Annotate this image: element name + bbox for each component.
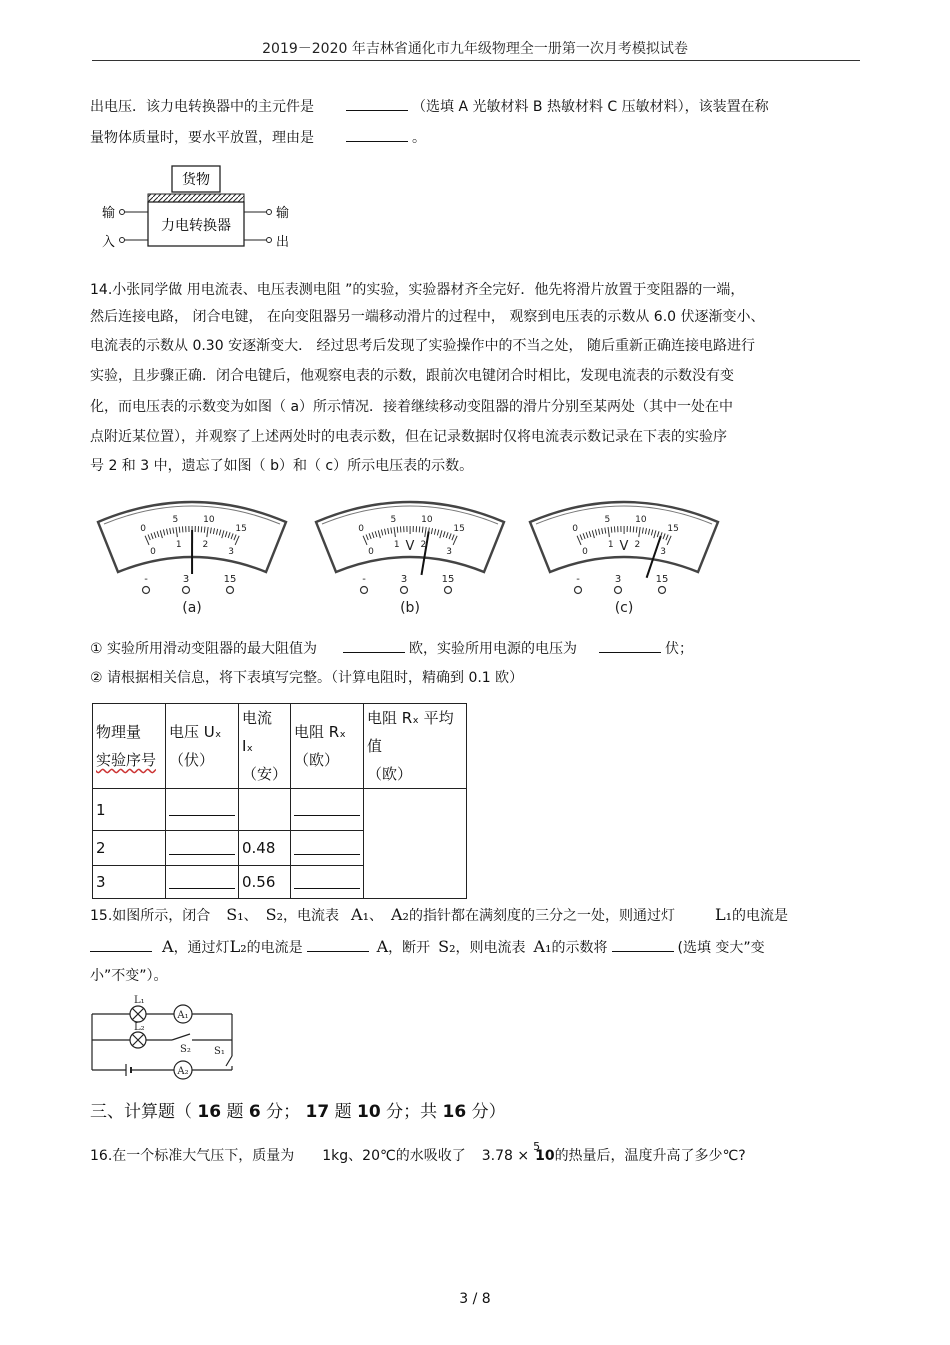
- cargo-label: 货物: [182, 172, 210, 188]
- voltage-cell[interactable]: [166, 831, 239, 866]
- resistance-cell[interactable]: [291, 831, 364, 866]
- section-text: 分）: [471, 1102, 506, 1122]
- scale-tick: [235, 536, 239, 545]
- top-tick-label: 0: [358, 524, 364, 535]
- terminal: [401, 587, 408, 594]
- q14-line: 电流表的示数从 0.30 安逐渐变大． 经过思考后发现了实验操作中的不当之处， 随后重新正确连接电路进行: [90, 338, 755, 354]
- q14-line: 14.小张同学做 用电流表、电压表测电阻 ”的实验，实验器材齐全完好．他先将滑片放置于变阻器的一端，: [90, 282, 745, 298]
- terminal: [120, 238, 125, 243]
- q13-line-2: [90, 127, 426, 148]
- meter-face-inner: [536, 506, 712, 524]
- scale-tick: [639, 527, 640, 537]
- scale-tick: [453, 536, 457, 545]
- scale-tick: [440, 530, 442, 538]
- top-tick-label: 5: [390, 515, 397, 526]
- section-text: 题: [226, 1102, 244, 1122]
- scale-tick: [179, 527, 180, 533]
- terminal: [143, 587, 150, 594]
- header-cell: [364, 704, 467, 789]
- scale-tick: [434, 529, 435, 535]
- circuit-label: L₁: [134, 995, 145, 1006]
- page-header: 2019－2020 年吉林省通化市九年级物理全一册第一次月考模拟试卷: [262, 41, 688, 57]
- q15-text: 的电流是: [732, 908, 788, 924]
- q14-line: 化，而电压表的示数变为如图（ a）所示情况．接着继续移动变阻器的滑片分别至某两处（其中一处在中: [90, 399, 734, 415]
- header-text: 物理量: [96, 723, 142, 741]
- scale-tick: [452, 535, 454, 541]
- section-text: 10: [357, 1102, 381, 1122]
- q14-text: ① 实验所用滑动变阻器的最大阻值为: [90, 641, 318, 657]
- q14-sub1: [90, 638, 693, 659]
- scale-tick: [394, 527, 395, 537]
- circuit-diagram: [86, 994, 246, 1082]
- bottom-tick-label: 0: [582, 547, 588, 558]
- terminal: [659, 587, 666, 594]
- circuit-label: S₂: [180, 1044, 191, 1055]
- table-row: [93, 789, 467, 831]
- q16-line: [90, 1140, 746, 1166]
- scale-tick: [602, 528, 603, 534]
- scale-tick: [231, 533, 233, 539]
- terminal-label: 3: [182, 574, 190, 585]
- scale-tick: [583, 533, 585, 539]
- index-cell: 2: [93, 831, 166, 866]
- scale-tick: [204, 527, 205, 533]
- header-text: （欧）: [294, 751, 340, 769]
- answer-blank[interactable]: [599, 638, 661, 653]
- scale-tick: [173, 528, 174, 534]
- q15-text: (选填 变大”变: [677, 940, 765, 956]
- bottom-tick-label: 2: [420, 539, 427, 550]
- scale-tick: [363, 536, 367, 545]
- header-text: （安）: [242, 765, 288, 783]
- scale-tick: [222, 530, 224, 538]
- q15-text: ，电流表: [283, 908, 340, 924]
- symbol-a2: A₂: [390, 905, 409, 924]
- bottom-tick-label: 3: [660, 547, 667, 558]
- scale-tick: [378, 530, 380, 538]
- meter-caption: (c): [614, 600, 634, 616]
- symbol-s1: S₁: [226, 905, 244, 924]
- section-text: 16: [197, 1102, 222, 1122]
- scale-tick: [369, 533, 371, 539]
- terminal: [267, 238, 272, 243]
- terminal-label: -: [144, 574, 148, 585]
- header-rule: [92, 60, 860, 61]
- meter-caption: (b): [400, 600, 420, 616]
- q15-text: ，通过灯: [173, 940, 230, 956]
- header-text: 电压 Uₓ: [169, 723, 222, 741]
- scale-tick: [381, 530, 382, 536]
- q15-text: 、: [368, 908, 383, 924]
- scale-tick: [148, 534, 150, 540]
- scale-tick: [598, 529, 599, 535]
- scale-tick: [667, 536, 671, 545]
- q13-text: 。: [412, 130, 426, 146]
- scale-tick: [170, 528, 171, 534]
- circuit-label: S₁: [214, 1046, 225, 1057]
- answer-blank[interactable]: [343, 638, 405, 653]
- symbol-a1: A₁: [533, 937, 552, 956]
- scale-tick: [228, 532, 230, 538]
- scale-tick: [397, 527, 398, 533]
- scale-tick: [577, 536, 581, 545]
- answer-blank[interactable]: [346, 96, 408, 111]
- terminal-label: 15: [223, 574, 237, 585]
- answer-blank[interactable]: [307, 937, 369, 952]
- lamp-cross: [132, 1034, 144, 1046]
- terminal-label: -: [362, 574, 366, 585]
- circuit-label: A₂: [177, 1066, 189, 1077]
- index-cell: 3: [93, 866, 166, 899]
- terminal-label: 15: [441, 574, 455, 585]
- header-text: 电流 Iₓ: [242, 709, 273, 755]
- scale-tick: [651, 530, 652, 536]
- q14-sub2: ② 请根据相关信息，将下表填写完整。（计算电阻时，精确到 0.1 欧）: [90, 670, 524, 686]
- bottom-tick-label: 1: [393, 539, 400, 550]
- header-cell: [166, 704, 239, 789]
- scale-tick: [431, 528, 432, 534]
- terminal-label: 3: [614, 574, 622, 585]
- section-text: 题: [334, 1102, 352, 1122]
- header-cell: [291, 704, 364, 789]
- current-cell: [239, 789, 291, 831]
- scale-tick: [384, 529, 385, 535]
- header-cell: [93, 704, 166, 789]
- converter-label: 力电转换器: [161, 218, 231, 234]
- header-text: 实验序号: [96, 751, 157, 769]
- bottom-tick-label: 3: [228, 547, 235, 558]
- q15-text: 的指针都在满刻度的三分之一处，则通过灯: [408, 908, 675, 924]
- scale-tick: [216, 529, 217, 535]
- scale-tick: [163, 530, 164, 536]
- scale-tick: [611, 527, 612, 533]
- q15-text: 的示数将: [551, 940, 608, 956]
- input-label: 入: [102, 235, 116, 250]
- scale-tick: [580, 534, 582, 540]
- scale-tick: [663, 533, 665, 539]
- top-tick-label: 15: [453, 524, 465, 535]
- section-text: 16: [442, 1102, 467, 1122]
- scale-tick: [443, 531, 445, 537]
- scale-tick: [160, 530, 162, 538]
- symbol-s2: S₂: [265, 905, 284, 924]
- q14-line: 然后连接电路， 闭合电键， 在向变阻器另一端移动滑片的过程中， 观察到电压表的示数从 6.0 伏逐渐变小、: [90, 309, 765, 325]
- output-label: 出: [276, 235, 290, 250]
- voltmeter-2: [530, 502, 718, 616]
- top-tick-label: 5: [172, 515, 179, 526]
- average-cell[interactable]: [364, 789, 467, 899]
- top-tick-label: 0: [572, 524, 578, 535]
- scale-tick: [151, 533, 153, 539]
- header-text: （欧）: [367, 765, 413, 783]
- scale-tick: [449, 533, 451, 539]
- terminal: [267, 210, 272, 215]
- section-text: 分；共: [386, 1102, 438, 1122]
- q16-text: 10: [535, 1148, 555, 1164]
- circuit-label: L₂: [134, 1022, 145, 1033]
- scale-tick: [605, 528, 606, 534]
- terminal: [120, 210, 125, 215]
- section-text: 三、计算题（: [90, 1102, 192, 1122]
- input-label: 输: [102, 206, 116, 221]
- q15-text: 15.如图所示，闭合: [90, 908, 211, 924]
- q14-text: 欧，实验所用电源的电压为: [409, 641, 578, 657]
- q16-text: 1kg、20℃的水吸收了: [322, 1148, 466, 1164]
- q15-line-3: 小”不变”）。: [90, 968, 168, 984]
- terminal-label: 3: [400, 574, 408, 585]
- terminal: [227, 587, 234, 594]
- terminal: [445, 587, 452, 594]
- bottom-tick-label: 3: [446, 547, 453, 558]
- scale-tick: [608, 527, 609, 537]
- meter-face-inner: [104, 506, 280, 524]
- bottom-tick-label: 0: [368, 547, 374, 558]
- scale-tick: [642, 528, 643, 534]
- voltage-cell[interactable]: [166, 866, 239, 899]
- scale-tick: [388, 528, 389, 534]
- circuit-label: A₁: [177, 1010, 189, 1021]
- scale-tick: [422, 527, 423, 533]
- index-cell: 1: [93, 789, 166, 831]
- q14-line: 号 2 和 3 中，遗忘了如图（ b）和（ c）所示电压表的示数。: [90, 458, 474, 474]
- symbol-a1: A₁: [351, 905, 369, 924]
- current-cell: 0.48: [239, 831, 291, 866]
- symbol-s2: S₂: [438, 937, 456, 956]
- top-tick-label: 10: [635, 515, 647, 526]
- bottom-tick-label: 2: [634, 539, 641, 550]
- top-tick-label: 0: [140, 524, 146, 535]
- top-tick-label: 10: [421, 515, 433, 526]
- meter-caption: (a): [182, 600, 202, 616]
- current-cell: 0.56: [239, 866, 291, 899]
- scale-tick: [648, 529, 649, 535]
- scale-tick: [586, 532, 588, 538]
- q15-line-2: [90, 937, 765, 958]
- scale-tick: [154, 532, 156, 538]
- section-text: 17: [305, 1102, 330, 1122]
- top-tick-label: 15: [235, 524, 247, 535]
- voltmeter-figures: [94, 494, 734, 620]
- q16-text: 16.在一个标准大气压下，质量为: [90, 1148, 295, 1164]
- scale-tick: [234, 535, 236, 541]
- unit-ampere: A: [162, 937, 174, 956]
- scale-tick: [391, 528, 392, 534]
- terminal: [575, 587, 582, 594]
- q13-text: 量物体质量时，要水平放置，理由是: [90, 130, 314, 146]
- switch-s1: [226, 1056, 232, 1066]
- terminal: [361, 587, 368, 594]
- terminal-label: 15: [655, 574, 669, 585]
- scale-tick: [207, 527, 208, 537]
- output-label: 输: [276, 206, 290, 221]
- voltage-cell[interactable]: [166, 789, 239, 831]
- bottom-tick-label: 0: [150, 547, 156, 558]
- scale-tick: [145, 536, 149, 545]
- q14-line: 实验，且步骤正确．闭合电键后，他观察电表的示数，跟前次电键闭合时相比，发现电流表的示数没有变: [90, 368, 734, 384]
- q16-text: 的热量后，温度升高了多少℃?: [554, 1148, 746, 1164]
- q14-line: 点附近某位置），并观察了上述两处时的电表示数，但在记录数据时仅将电流表示数记录在下表的实验序: [90, 429, 727, 445]
- terminal: [183, 587, 190, 594]
- header-cell: [239, 704, 291, 789]
- scale-tick: [589, 531, 591, 537]
- voltmeter-0: [98, 502, 286, 616]
- symbol-l2: L₂: [229, 937, 247, 956]
- bottom-tick-label: 1: [607, 539, 614, 550]
- answer-blank[interactable]: [90, 937, 152, 952]
- answer-blank[interactable]: [346, 127, 408, 142]
- scale-tick: [375, 531, 377, 537]
- q14-text: 伏；: [665, 641, 694, 657]
- symbol-l1: L₁: [714, 905, 732, 924]
- scale-tick: [657, 531, 659, 537]
- scale-tick: [366, 534, 368, 540]
- scale-tick: [592, 530, 594, 538]
- meter-face: [316, 502, 504, 572]
- scale-tick: [157, 531, 159, 537]
- scale-tick: [446, 532, 448, 538]
- voltmeter-1: [316, 502, 504, 616]
- scale-tick: [372, 532, 374, 538]
- switch-s2: [172, 1034, 190, 1040]
- scale-tick: [636, 527, 637, 533]
- data-table: [92, 703, 467, 899]
- scale-tick: [437, 530, 438, 536]
- scale-tick: [213, 528, 214, 534]
- scale-tick: [654, 530, 656, 538]
- page-number: 3 / 8: [459, 1291, 491, 1307]
- q13-line-1: [90, 96, 769, 117]
- section-text: 6: [248, 1102, 261, 1122]
- scale-tick: [176, 527, 177, 537]
- resistance-cell[interactable]: [291, 789, 364, 831]
- q16-exponent: 5: [533, 1140, 541, 1153]
- scale-tick: [166, 529, 167, 535]
- scale-tick: [645, 528, 646, 534]
- scale-tick: [219, 530, 220, 536]
- scale-tick: [425, 527, 426, 537]
- top-tick-label: 5: [604, 515, 611, 526]
- scale-tick: [666, 535, 668, 541]
- top-tick-label: 10: [203, 515, 215, 526]
- meter-unit-label: V: [619, 539, 629, 554]
- q16-text: 3.78 ×: [481, 1148, 530, 1164]
- resistance-cell[interactable]: [291, 866, 364, 899]
- meter-needle: [421, 532, 428, 575]
- header-text: 电阻 Rₓ 平均值: [367, 709, 454, 755]
- q15-line-1: [90, 905, 788, 926]
- q13-text: （选填 A 光敏材料 B 热敏材料 C 压敏材料），该装置在称: [412, 99, 769, 115]
- meter-needle: [647, 536, 661, 578]
- q15-text: 、: [243, 908, 258, 924]
- force-converter-figure: [98, 162, 298, 262]
- terminal: [615, 587, 622, 594]
- meter-unit-label: V: [405, 539, 415, 554]
- answer-blank[interactable]: [612, 937, 674, 952]
- terminal-label: -: [576, 574, 580, 585]
- lamp-cross: [132, 1008, 144, 1020]
- q13-text: 出电压．该力电转换器中的主元件是: [90, 99, 314, 115]
- header-text: （伏）: [169, 751, 215, 769]
- meter-face: [530, 502, 718, 572]
- header-text: 电阻 Rₓ: [294, 723, 346, 741]
- q15-text: ，则电流表: [455, 940, 526, 956]
- top-tick-label: 15: [667, 524, 679, 535]
- scale-tick: [595, 530, 596, 536]
- unit-ampere: A: [376, 937, 389, 956]
- section-heading: [90, 1102, 506, 1122]
- scale-tick: [210, 528, 211, 534]
- scale-tick: [225, 531, 227, 537]
- bottom-tick-label: 1: [175, 539, 182, 550]
- q15-text: 的电流是: [246, 940, 303, 956]
- section-text: 分；: [266, 1102, 301, 1122]
- q15-text: ，断开: [388, 940, 431, 956]
- meter-face-inner: [322, 506, 498, 524]
- bottom-tick-label: 2: [202, 539, 209, 550]
- hatched-plate: [148, 194, 244, 202]
